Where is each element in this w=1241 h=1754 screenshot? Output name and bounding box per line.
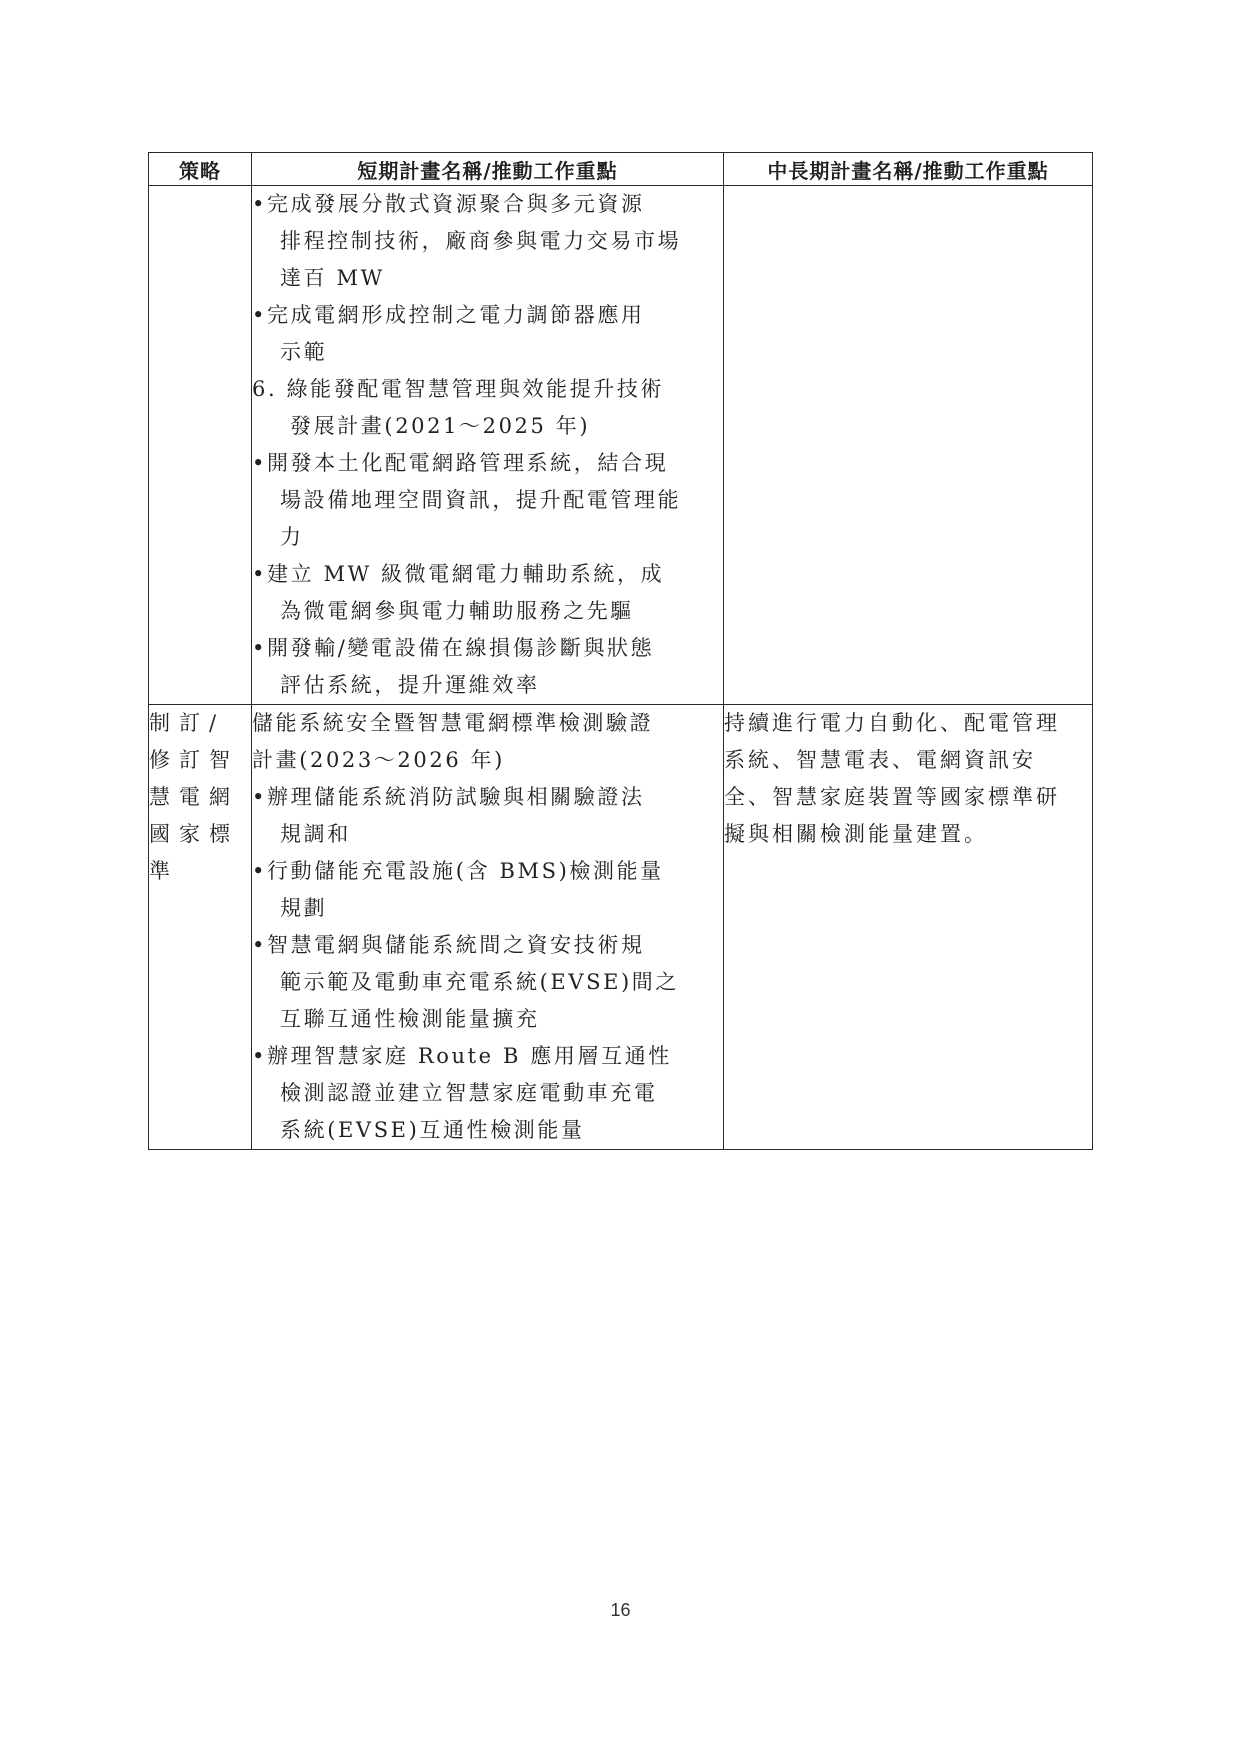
cell-text-line: 評估系統，提升運維效率	[280, 673, 540, 697]
header-strategy: 策略	[149, 153, 252, 186]
cell-text-line: 系統(EVSE)互通性檢測能量	[280, 1118, 585, 1142]
row1-long-term-cell	[724, 186, 1093, 705]
cell-text-line: 示範	[280, 340, 328, 364]
header-long-term: 中長期計畫名稱/推動工作重點	[724, 153, 1093, 186]
cell-text-line: 達百 MW	[280, 266, 385, 290]
cell-text-line: 計畫(2023～2026 年)	[252, 748, 505, 772]
strategy-table	[148, 152, 1093, 1150]
cell-text-line: 發展計畫(2021～2025 年)	[290, 414, 591, 438]
cell-text-line: •開發本土化配電網路管理系統，結合現	[252, 451, 669, 475]
cell-text-line: 場設備地理空間資訊，提升配電管理能	[280, 488, 682, 512]
row1-strategy-cell	[149, 186, 252, 705]
cell-text-line: 國家標	[149, 822, 239, 846]
row2-strategy-cell	[149, 705, 252, 1150]
table-row	[149, 186, 1093, 705]
row2-long-term-cell	[724, 705, 1093, 1150]
table-row	[149, 705, 1093, 1150]
cell-text-line: 規劃	[280, 896, 328, 920]
row2-short-term-cell	[252, 705, 724, 1150]
cell-text-line: 擬與相關檢測能量建置。	[724, 822, 988, 846]
cell-text-line: 慧電網	[149, 785, 239, 809]
cell-text-line: 系統、智慧電表、電網資訊安	[724, 748, 1036, 772]
cell-text-line: 制訂/	[149, 711, 226, 735]
cell-text-line: 準	[149, 859, 179, 883]
page-number: 16	[610, 1600, 631, 1620]
cell-text-line: •辦理智慧家庭 Route B 應用層互通性	[252, 1044, 672, 1068]
cell-text-line: 6. 綠能發配電智慧管理與效能提升技術	[252, 377, 665, 401]
cell-text-line: 規調和	[280, 822, 351, 846]
cell-text-line: •辦理儲能系統消防試驗與相關驗證法	[252, 785, 645, 809]
table-header-row	[149, 153, 1093, 186]
cell-text-line: •完成電網形成控制之電力調節器應用	[252, 303, 645, 327]
cell-text-line: 為微電網參與電力輔助服務之先驅	[280, 599, 634, 623]
cell-text-line: 儲能系統安全暨智慧電網標準檢測驗證	[252, 711, 654, 735]
cell-text-line: 修訂智	[149, 748, 239, 772]
cell-text-line: •開發輸/變電設備在線損傷診斷與狀態	[252, 636, 655, 660]
cell-text-line: 範示範及電動車充電系統(EVSE)間之	[280, 970, 679, 994]
cell-text-line: •建立 MW 級微電網電力輔助系統，成	[252, 562, 665, 586]
cell-text-line: •行動儲能充電設施(含 BMS)檢測能量	[252, 859, 664, 883]
cell-text-line: 檢測認證並建立智慧家庭電動車充電	[280, 1081, 658, 1105]
cell-text-line: 全、智慧家庭裝置等國家標準研	[724, 785, 1060, 809]
cell-text-line: 力	[280, 525, 304, 549]
cell-text-line: •智慧電網與儲能系統間之資安技術規	[252, 933, 645, 957]
header-short-term: 短期計畫名稱/推動工作重點	[252, 153, 724, 186]
cell-text-line: •完成發展分散式資源聚合與多元資源	[252, 192, 645, 216]
row1-short-term-cell	[252, 186, 724, 705]
cell-text-line: 排程控制技術，廠商參與電力交易市場	[280, 229, 682, 253]
cell-text-line: 持續進行電力自動化、配電管理	[724, 711, 1060, 735]
cell-text-line: 互聯互通性檢測能量擴充	[280, 1007, 540, 1031]
